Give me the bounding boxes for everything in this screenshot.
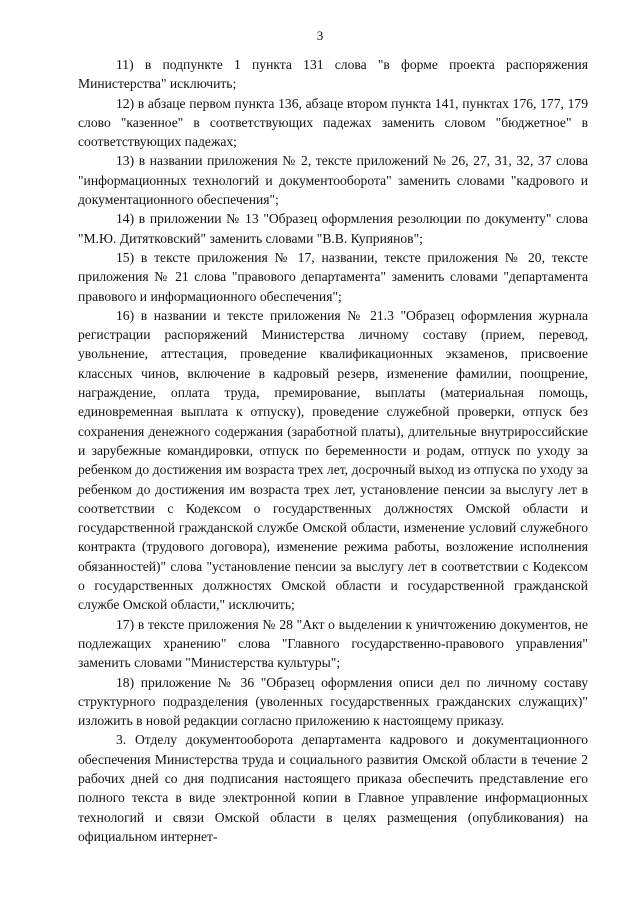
- paragraph-item-17: 17) в тексте приложения № 28 "Акт о выделении к уничтожению документов, не подлежащих хранению" слова "Главного государственно-правового управления" заменить словами "Министерства культуры";: [78, 616, 588, 671]
- paragraph-item-11: 11) в подпункте 1 пункта 131 слова "в форме проекта распоряжения Министерства" исключить;: [78, 57, 588, 92]
- paragraph-item-13: 13) в названии приложения № 2, тексте приложений № 26, 27, 31, 32, 37 слова "информационных технологий и документооборота" заменить словами "кадрового и документационного обеспечения";: [78, 153, 588, 208]
- paragraph-item-14: 14) в приложении № 13 "Образец оформления резолюции по документу" слова "М.Ю. Дитятковский" заменить словами "В.В. Куприянов";: [78, 211, 588, 246]
- paragraph-item-16: 16) в названии и тексте приложения № 21.3 "Образец оформления журнала регистрации распоряжений Министерства личному составу (прием, перевод, увольнение, аттестация, проведение квалификационных экзаменов, присвоение классных чинов, включение в кадровый резерв, изменение фамилии, поощрение, награждение, оплата труда, премирование, выплаты (материальная помощь, единовременная выплата к отпуску), проведение служебной проверки, отпуск без сохранения денежного содержания (заработной платы), длительные внутрироссийские и зарубежные командировки, отпуск по беременности и родам, отпуск по уходу за ребенком до достижения им возраста трех лет, досрочный выход из отпуска по уходу за ребенком до достижения им возраста трех лет, установление пенсии за выслугу лет в соответствии с Кодексом о государственных должностях Омской области и государственной гражданской службе Омской области, изменение условий служебного контракта (трудового договора), изменение режима работы, возложение исполнения обязанностей)" слова "установление пенсии за выслугу лет в соответствии с Кодексом о государственных должностях Омской области и государственной гражданской службе Омской области," исключить;: [78, 307, 588, 613]
- paragraph-item-12: 12) в абзаце первом пункта 136, абзаце втором пункта 141, пунктах 176, 177, 179 слово "казенное" в соответствующих падежах заменить словом "бюджетное" в соответствующих падежах;: [78, 95, 588, 150]
- paragraph-item-15: 15) в тексте приложения № 17, названии, тексте приложения № 20, тексте приложения № 21 слова "правового департамента" заменить словами "департамента правового и информационного обеспечения";: [78, 249, 588, 304]
- paragraph-section-3: 3. Отделу документооборота департамента кадрового и документационного обеспечения Министерства труда и социального развития Омской области в течение 2 рабочих дней со дня подписания настоящего приказа обеспечить представление его полного текста в виде электронной копии в Главное управление информационных технологий и связи Омской области в целях размещения (опубликования) на официальном интернет-: [78, 732, 588, 844]
- paragraph-item-18: 18) приложение № 36 "Образец оформления описи дел по личному составу структурного подразделения (уволенных государственных гражданских служащих)" изложить в новой редакции согласно приложению к настоящему приказу.: [78, 674, 588, 729]
- page-number: 3: [316, 28, 324, 43]
- document-body: [78, 55, 588, 846]
